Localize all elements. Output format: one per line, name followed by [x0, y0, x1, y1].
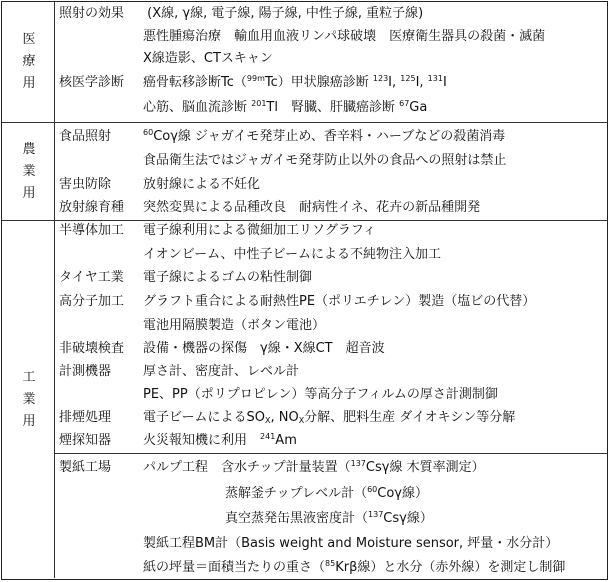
row-text: 設備・機器の探傷 γ線・X線CT 超音波: [143, 341, 385, 356]
table-row: [59, 150, 506, 171]
table-row: [59, 72, 447, 93]
category-char: 工: [22, 369, 36, 385]
table-row: [59, 338, 385, 359]
category-char: 用: [22, 413, 36, 429]
row-label: 食品照射: [59, 129, 112, 144]
table-row: [59, 174, 260, 195]
row-label: 放射線育種: [59, 200, 125, 215]
row-text: パルプ工程 含水チップ計量装置（$^{137}$Csγ線 木質率測定）: [143, 459, 485, 475]
row-text: 電子線によるゴムの粘性制御: [143, 270, 313, 285]
category-char: 業: [22, 163, 36, 179]
table-row: [59, 384, 498, 405]
row-text: $^{60}$Coγ線 ジャガイモ発芽止め、香辛料・ハーブなどの殺菌消毒: [143, 128, 506, 144]
row-label: 半導体加工: [59, 223, 125, 238]
row-label: 製紙工場: [59, 460, 112, 475]
row-label: 高分子加工: [59, 294, 125, 309]
category-agriculture: [2, 123, 56, 220]
row-label: 排煙処理: [59, 410, 112, 425]
paper-detail: 製紙工程BM計（Basis weight and Moisture sensor, 坪量・水分計）: [143, 536, 559, 551]
paper-detail: 紙の坪量＝面積当たりの重さ（$^{85}$Krβ線）と水分（赤外線）を測定し制御: [143, 559, 566, 575]
category-char: 用: [22, 76, 36, 91]
table-row: [59, 220, 376, 241]
row-label: 計測機器: [59, 364, 112, 379]
table-row: [59, 244, 441, 265]
table-row: [59, 315, 325, 336]
category-industry: [2, 221, 56, 578]
table-row: [59, 457, 485, 478]
row-label: 害虫防除: [59, 177, 112, 192]
category-char: 業: [22, 391, 36, 407]
table-row: [59, 291, 535, 312]
table-row: [59, 3, 423, 24]
row-label: 非破壊検査: [59, 341, 125, 356]
table-row: [59, 197, 480, 218]
row-text: 心筋、脳血流診断 $^{201}$Tl 腎臓、肝臓癌診断 $^{67}$Ga: [143, 99, 428, 115]
category-char: 医: [22, 32, 36, 47]
row-text: PE、PP（ポリプロピレン）等高分子フィルムの厚さ計測制御: [143, 387, 498, 402]
row-text: X線造影、CTスキャン: [143, 51, 273, 66]
row-label: タイヤ工業: [59, 270, 124, 285]
category-char: 療: [22, 54, 36, 69]
row-text: 火災報知機に利用 $^{241}$Am: [143, 432, 297, 448]
table-row: [59, 26, 545, 47]
row-text: 電子ビームによる$SO_X$, $NO_X$分解、肥料生産 ダイオキシン等分解: [143, 410, 516, 425]
row-text: 突然変異による品種改良 耐病性イネ、花卉の新品種開発: [143, 200, 481, 215]
paper-detail: 蒸解釜チップレベル計（$^{60}$Coγ線）: [225, 485, 429, 501]
row-text: (X線, γ線, 電子線, 陽子線, 中性子線, 重粒子線): [143, 6, 424, 21]
row-label: 核医学診断: [59, 75, 125, 90]
row-text: 食品衛生法ではジャガイモ発芽防止以外の食品への照射は禁止: [143, 153, 507, 168]
row-text: 厚さ計、密度計、レベル計: [143, 364, 300, 379]
row-text: 放射線による不妊化: [143, 177, 261, 192]
table-row: [59, 97, 427, 118]
section-divider-medical: [2, 122, 607, 123]
table-row: [59, 267, 312, 288]
table-row: [59, 407, 515, 428]
row-label: 照射の効果: [59, 6, 125, 21]
row-text: 悪性腫瘍治療 輸血用血液リンパ球破壊 医療衛生器具の殺菌・滅菌: [143, 29, 546, 44]
table-row: [59, 48, 273, 69]
row-text: グラフト重合による耐熱性PE（ポリエチレン）製造（塩ビの代替）: [143, 294, 536, 309]
paper-detail: 真空蒸発缶黒液密度計（$^{137}$Csγ線）: [225, 510, 433, 526]
category-char: 農: [22, 141, 36, 157]
section-divider-paper: [54, 453, 607, 454]
category-char: 用: [22, 185, 36, 201]
row-label: 煙探知器: [59, 433, 112, 448]
radiation-uses-table: [1, 1, 608, 580]
row-text: 癌骨転移診断Tc（$^{99m}$Tc）甲状腺癌診断 $^{123}$I, $^{125}$I, $^{131}$I: [143, 74, 447, 90]
table-row: [59, 430, 297, 451]
category-medical: [2, 2, 56, 122]
table-row: [59, 126, 505, 147]
row-text: 電子線利用による微細加工リソグラフィ: [143, 223, 376, 238]
row-text: 電池用隔膜製造（ボタン電池）: [143, 318, 326, 333]
row-text: イオンビーム、中性子ビームによる不純物注入加工: [143, 247, 441, 262]
table-row: [59, 361, 299, 382]
